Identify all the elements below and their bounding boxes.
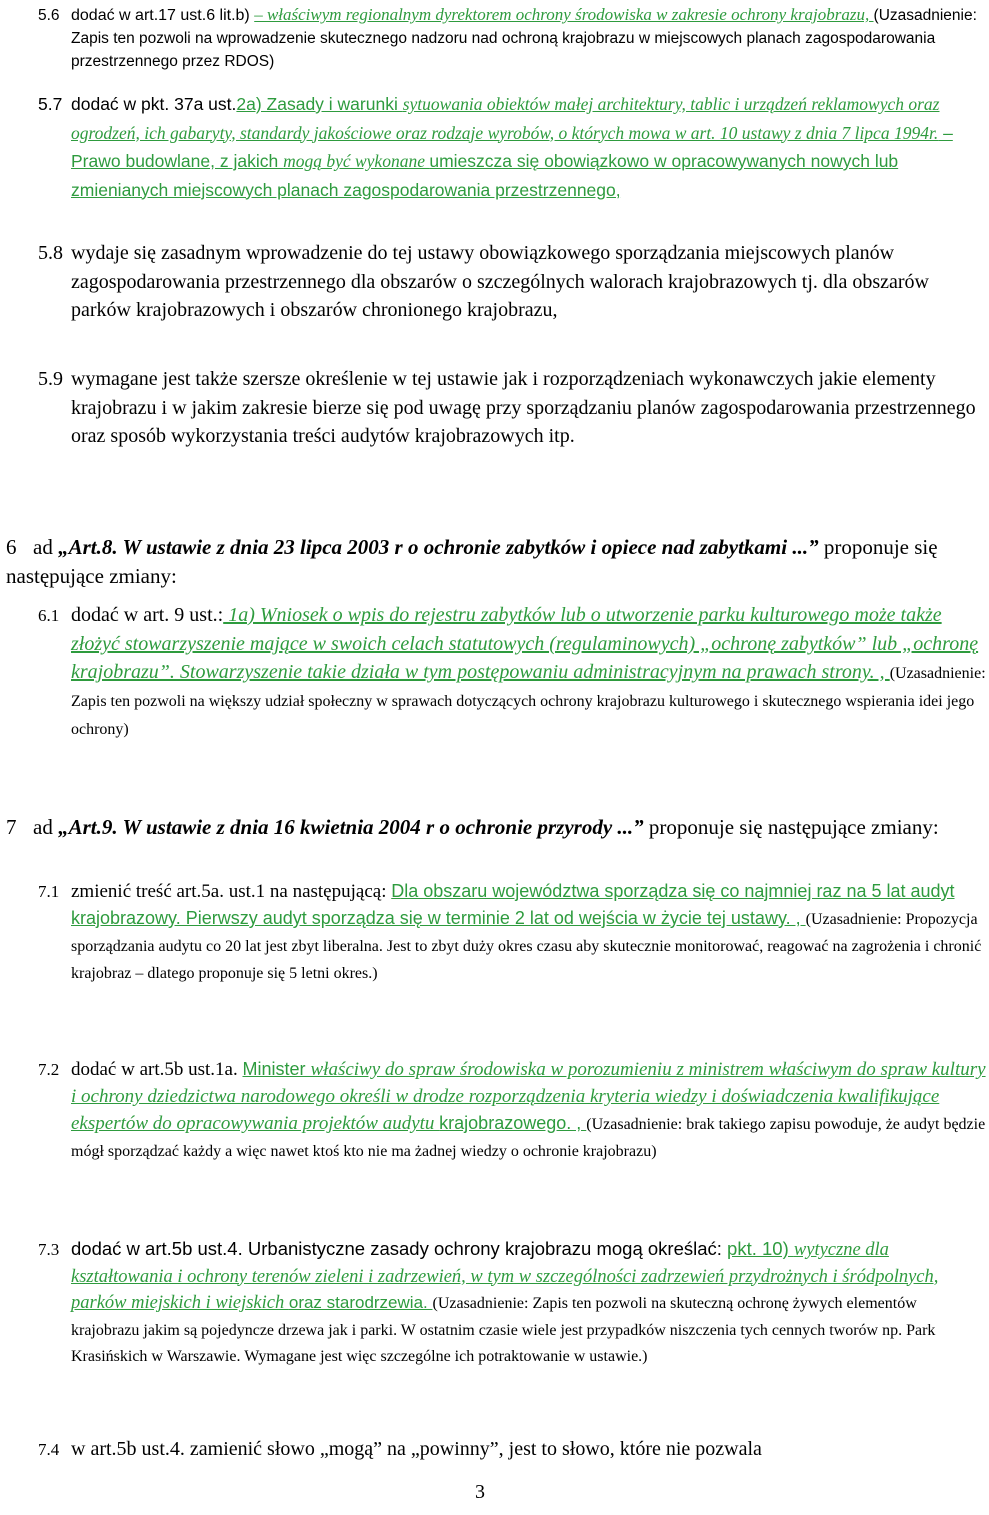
item-text: dodać w art.17 ust.6 lit.b) <box>71 7 255 24</box>
proposed-text: wytyczne dla kształtowania i ochrony terenów zieleni i zadrzewień, w tym w szczególności zadrzewień przydrożnych i śródpolnych, parków miejskich i wiejskich <box>71 1240 939 1313</box>
item-7-2 <box>38 1056 989 1164</box>
proposed-text: właściwy do spraw środowiska w porozumieniu z ministrem właściwym do spraw kultury i ochrony dziedzictwa narodowego określi w drodze rozporządzenia kryteria wiedzy i doświadczenia kwalifikujące ekspertów do opracowywania projektów audytu <box>71 1059 986 1134</box>
proposed-text: pkt. 10) <box>727 1238 794 1259</box>
section-title: „Art.8. W ustawie z dnia 23 lipca 2003 r o ochronie zabytków i opiece nad zabytkami ...” <box>58 535 819 559</box>
justification-text: (Uzasadnienie: Zapis ten pozwoli na skuteczną ochronę żywych elementów krajobrazu jakim są pojedyncze drzewa jak i parki. W ostatnim czasie wiele jest przypadków niszczenia tych cennych tworów np. Park Krasińskich w Warszawie. Wymagane jest więc szczególne ich potraktowanie w ustawie.) <box>71 1295 936 1365</box>
item-5-7 <box>38 90 989 204</box>
item-number: 6.1 <box>38 606 60 625</box>
proposed-text: – właściwym regionalnym dyrektorem ochrony środowiska w zakresie ochrony krajobrazu, <box>254 5 874 24</box>
proposed-text: Minister <box>242 1059 311 1079</box>
item-text: dodać w pkt. 37a ust. <box>71 94 237 114</box>
item-text: dodać w art.5b ust.1a. <box>71 1059 243 1080</box>
item-text: wymagane jest także szersze określenie w tej ustawie jak i rozporządzeniach wykonawczych jakie elementy krajobrazu i w jakim zakresie bierze się pod uwagę przy sporządzaniu planów zagospodarowania przestrzennego oraz sposób wykorzystania treści audytów krajobrazowych itp. <box>71 368 976 447</box>
item-number: 7.1 <box>38 882 60 901</box>
item-text: dodać w art.5b ust.4. Urbanistyczne zasady ochrony krajobrazu mogą określać: <box>71 1238 728 1259</box>
section-text: proponuje się następujące zmiany: <box>6 535 938 588</box>
item-text: dodać w art. 9 ust.: <box>71 604 224 626</box>
proposed-text: – Prawo budowlane, z jakich <box>71 122 953 171</box>
item-number: 5.9 <box>38 368 63 390</box>
item-5-9 <box>38 365 989 451</box>
item-7-3 <box>38 1236 989 1370</box>
proposed-text: krajobrazowego. , <box>439 1113 587 1133</box>
item-7-4 <box>38 1435 989 1464</box>
item-5-6 <box>38 3 989 73</box>
proposed-text: 2a) Zasady i warunki <box>236 94 403 114</box>
section-number: 6 <box>6 535 17 559</box>
justification-text: (Uzasadnienie: Zapis ten pozwoli na wprowadzenie skutecznego nadzoru nad ochroną krajobrazu w miejscowych planach zagospodarowania przestrzennego przez RDOS) <box>71 7 977 70</box>
proposed-text: umieszcza się obowiązkowo w opracowywanych nowych lub zmienianych miejscowych planach zagospodarowania przestrzennego, <box>71 151 899 200</box>
item-text: w art.5b ust.4. zamienić słowo „mogą” na „powinny”, jest to słowo, które nie pozwala <box>71 1438 762 1460</box>
justification-text: (Uzasadnienie: brak takiego zapisu powoduje, że audyt będzie mógł sporządzać każdy a więc nawet ktoś kto nie ma żadnej wiedzy o ochronie krajobrazu) <box>71 1116 986 1160</box>
proposed-text: sytuowania obiektów małej architektury, tablic i urządzeń reklamowych oraz ogrodzeń, ich gabaryty, standardy jakościowe oraz rodzaje wyrobów, o których mowa w art. 10 ustawy z dnia 7 lipca 1994r. <box>71 94 940 143</box>
item-number: 5.8 <box>38 242 63 264</box>
proposed-text: mogą być wykonane <box>283 151 430 171</box>
proposed-text: Dla obszaru województwa sporządza się co najmniej raz na 5 lat audyt krajobrazowy. Pierwszy audyt sporządza się w terminie 2 lat od wejścia w życie tej ustawy. , <box>71 881 955 928</box>
section-ad: ad <box>33 815 59 839</box>
item-number: 7.2 <box>38 1060 60 1079</box>
proposed-text: 1a) Wniosek o wpis do rejestru zabytków lub o utworzenie parku kulturowego może także złożyć stowarzyszenie mające w swoich celach statutowych (regulaminowych) „ochronę zabytków” lub „ochronę krajobrazu”. Stowarzyszenie takie działa w tym postępowaniu administracyjnym na prawach strony. , <box>71 604 979 683</box>
item-number: 5.6 <box>38 7 60 24</box>
item-text: zmienić treść art.5a. ust.1 na następującą: <box>71 881 392 902</box>
section-number: 7 <box>6 815 17 839</box>
justification-text: (Uzasadnienie: Propozycja sporządzania audytu co 20 lat jest zbyt liberalna. Jest to zbyt duży okres czasu aby skutecznie monitorować, reagować na zagrożenia i chronić krajobraz – dlatego proponuje się 5 letni okres.) <box>71 911 982 982</box>
item-number: 7.3 <box>38 1240 60 1259</box>
item-number: 7.4 <box>38 1440 60 1459</box>
section-text: proponuje się następujące zmiany: <box>643 815 939 839</box>
section-title: „Art.9. W ustawie z dnia 16 kwietnia 2004 r o ochronie przyrody ...” <box>58 815 644 839</box>
item-7-1 <box>38 878 989 986</box>
justification-text: (Uzasadnienie: Zapis ten pozwoli na większy udział społeczny w sprawach dotyczących ochrony krajobrazu kulturowego i skutecznego wspierania idei jego ochrony) <box>71 665 986 738</box>
item-number: 5.7 <box>38 94 63 114</box>
page-number: 3 <box>475 1481 485 1503</box>
section-6-heading <box>6 533 956 591</box>
item-5-8 <box>38 239 989 325</box>
item-text: wydaje się zasadnym wprowadzenie do tej ustawy obowiązkowego sporządzania miejscowych planów zagospodarowania przestrzennego dla obszarów o szczególnych walorach krajobrazowych tj. dla obszarów parków krajobrazowych i obszarów chronionego krajobrazu, <box>71 242 929 321</box>
section-7-heading <box>6 813 956 842</box>
proposed-text: oraz starodrzewia. <box>288 1293 433 1312</box>
section-ad: ad <box>33 535 59 559</box>
item-6-1 <box>38 601 989 742</box>
